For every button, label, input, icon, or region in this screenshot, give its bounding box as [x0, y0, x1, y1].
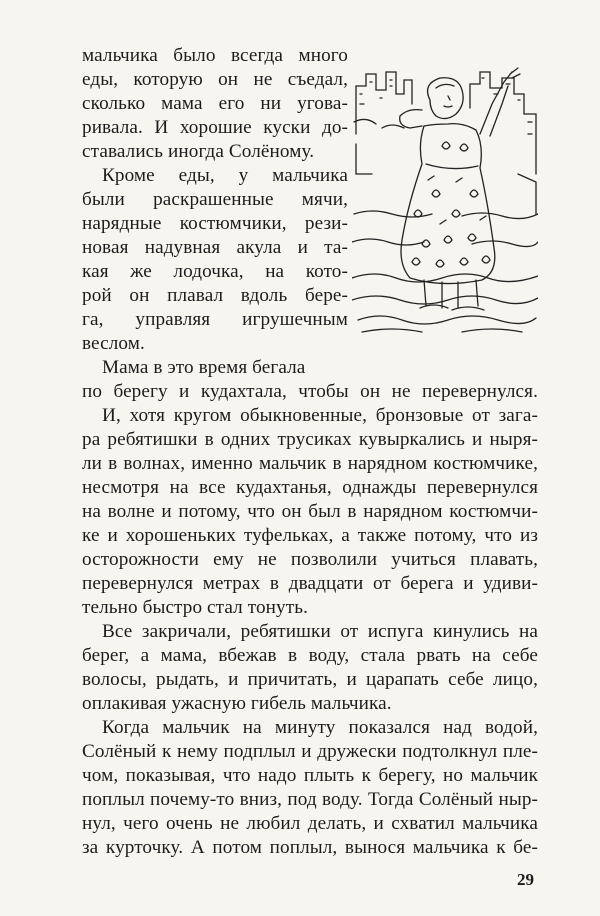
- text-line: Все закричали, ребятишки от испуга кинулись на: [102, 621, 538, 642]
- text-line: тельно быстро стал тонуть.: [82, 597, 308, 618]
- text-line: поплыл почему-то вниз, под воду. Тогда Солёный ныр-: [82, 789, 538, 810]
- text-line: новая надувная акула и та-: [82, 237, 348, 258]
- text-line: Солёный к нему подплыл и дружески подтолкнул пле-: [82, 741, 538, 762]
- text-line: были раскрашенные мячи,: [82, 189, 348, 210]
- woman-in-water-illustration: [352, 64, 538, 334]
- text-line: еды, которую он не съедал,: [82, 69, 348, 90]
- text-line: мальчика было всегда много: [82, 45, 348, 66]
- text-line: ра ребятишки в одних трусиках кувыркались и ныря-: [82, 429, 538, 450]
- text-line: ке и хорошеньких туфельках, а также потому, что из: [82, 525, 538, 546]
- text-line: кая же лодочка, на кото-: [82, 261, 348, 282]
- page-number: 29: [517, 870, 534, 889]
- text-line: осторожности ему не позволили учиться плавать,: [82, 549, 538, 570]
- text-line: И, хотя кругом обыкновенные, бронзовые от зага-: [102, 405, 538, 426]
- text-line: Мама в это время бегала: [102, 357, 306, 378]
- text-line: берег, а мама, вбежав в воду, стала рвать на себе: [82, 645, 538, 666]
- text-line: перевернулся метрах в двадцати от берега и удиви-: [82, 573, 538, 594]
- text-line: нул, чего очень не любил делать, и схватил мальчика: [82, 813, 538, 834]
- text-line: га, управляя игрушечным: [82, 309, 348, 330]
- text-line: волосы, рыдать, и причитать, и царапать себе лицо,: [82, 669, 538, 690]
- text-line: сколько мама его ни угова-: [82, 93, 348, 114]
- text-line: веслом.: [82, 333, 145, 354]
- text-line: по берегу и кудахтала, чтобы он не перевернулся.: [82, 381, 538, 402]
- text-line: оплакивая ужасную гибель мальчика.: [82, 693, 392, 714]
- text-line: на волне и потому, что он был в нарядном костюмчи-: [82, 501, 538, 522]
- text-line: ставались иногда Солёному.: [82, 141, 315, 162]
- text-line: несмотря на все кудахтанья, однажды перевернулся: [82, 477, 538, 498]
- text-line: Когда мальчик на минуту показался над водой,: [102, 717, 538, 738]
- text-line: ривала. И хорошие куски до-: [82, 117, 348, 138]
- text-line: за курточку. А потом поплыл, вынося мальчика к бе-: [82, 837, 538, 858]
- text-line: Кроме еды, у мальчика: [102, 165, 348, 186]
- text-line: ли в волнах, именно мальчик в нарядном костюмчике,: [82, 453, 538, 474]
- text-line: нарядные костюмчики, рези-: [82, 213, 348, 234]
- text-line: рой он плавал вдоль бере-: [82, 285, 348, 306]
- text-line: чом, показывая, что надо плыть к берегу, но мальчик: [82, 765, 538, 786]
